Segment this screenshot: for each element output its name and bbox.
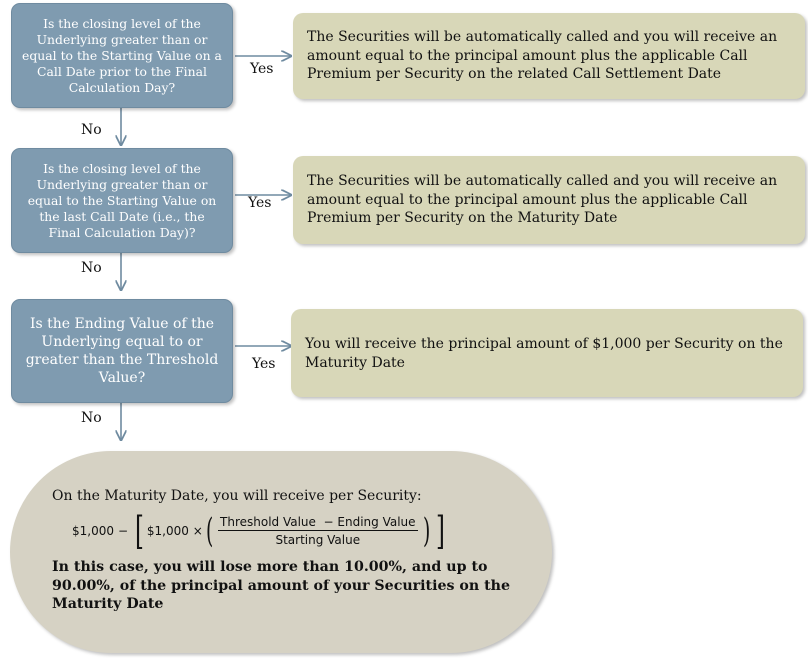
left-square-bracket: [	[135, 509, 144, 553]
yes-label-1: Yes	[250, 61, 274, 77]
right-square-bracket: ]	[435, 509, 445, 553]
outcome-2-text: The Securities will be automatically called and you will receive an amount equal to the principal amount plus the applicable Call Premium per Security on the Maturity Date	[307, 173, 778, 227]
outcome-1-text: The Securities will be automatically called and you will receive an amount equal to the principal amount plus the applicable Call Premium per Security on the related Call Settlement Date	[307, 29, 778, 83]
final-intro: On the Maturity Date, you will receive per Security:	[52, 488, 422, 504]
question-3-text: Is the Ending Value of the Underlying equal to or greater than the Threshold Value?	[25, 316, 219, 386]
left-paren: (	[205, 511, 214, 551]
question-box-3	[11, 299, 233, 403]
no-label-1: No	[81, 122, 102, 138]
right-paren: )	[422, 511, 430, 551]
question-2-text: Is the closing level of the Underlying greater than or equal to the Starting Value on the last Call Date (i.e., the Final Calculation Day)?	[27, 160, 217, 240]
loss-statement: In this case, you will lose more than 10.00%, and up to 90.00%, of the principal amount of your Securities on the Maturity Date	[52, 559, 511, 612]
yes-label-2: Yes	[248, 195, 272, 211]
formula-numerator: Threshold Value − Ending Value	[220, 515, 416, 529]
formula-fraction	[218, 515, 418, 547]
formula-principal: $1,000	[72, 524, 114, 538]
outcome-box-3	[291, 309, 803, 397]
no-label-2: No	[81, 260, 102, 276]
question-box-1	[11, 3, 233, 108]
outcome-box-2	[293, 156, 805, 244]
formula-denominator: Starting Value	[275, 533, 361, 547]
question-1-text: Is the closing level of the Underlying greater than or equal to the Starting Value on a Call Date prior to the Final Calculation Day?	[22, 15, 222, 95]
payout-formula	[72, 509, 522, 553]
no-label-3: No	[81, 410, 102, 426]
formula-multiplier: $1,000 ×	[146, 524, 203, 538]
question-box-2	[11, 148, 233, 253]
outcome-3-text: You will receive the principal amount of $1,000 per Security on the Maturity Date	[305, 336, 783, 371]
outcome-box-1	[293, 13, 805, 99]
yes-label-3: Yes	[252, 356, 276, 372]
formula-minus: −	[118, 524, 129, 538]
final-outcome-box	[10, 451, 552, 653]
